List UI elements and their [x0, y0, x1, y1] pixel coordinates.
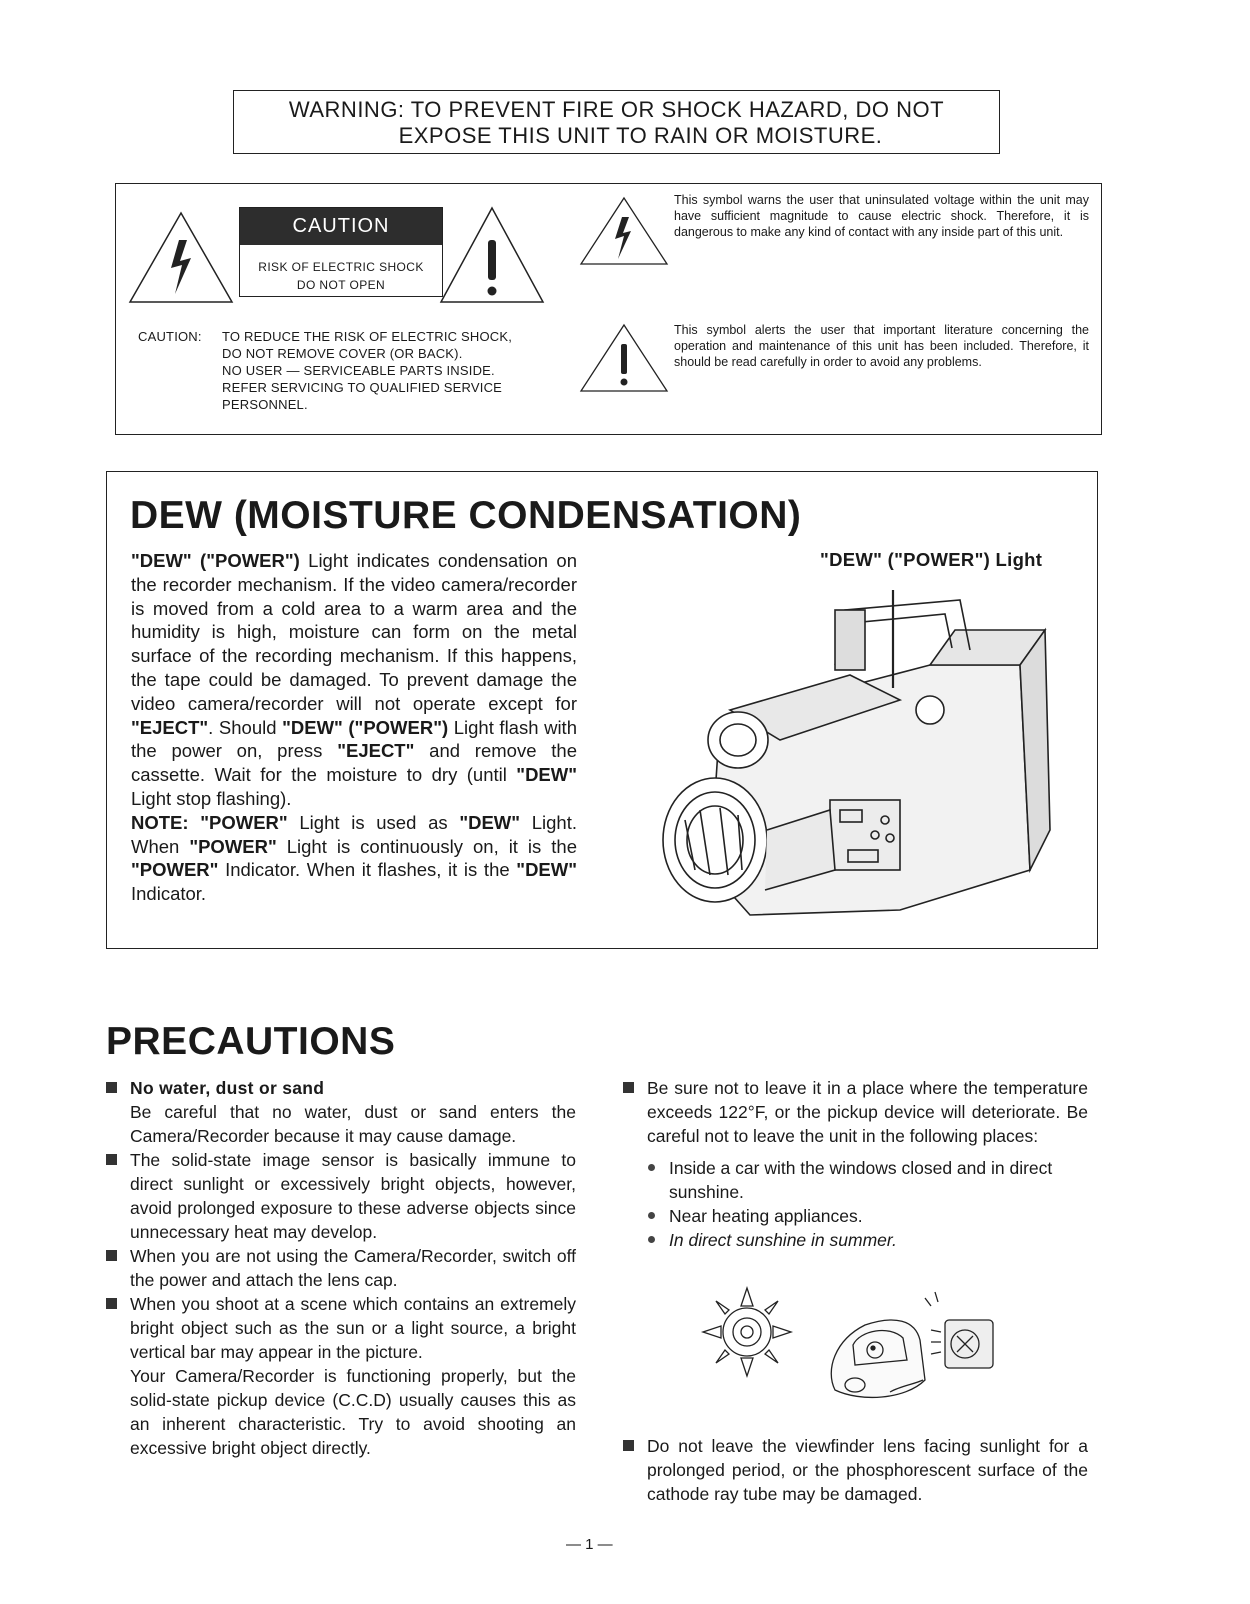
text-run: Light is continuously on, it is the	[276, 835, 577, 857]
text-run: Light is used as	[287, 811, 460, 833]
caution-line: DO NOT REMOVE COVER (OR BACK).	[222, 346, 463, 361]
precaution-item	[623, 1434, 1088, 1506]
caution-line: REFER SERVICING TO QUALIFIED SERVICE	[222, 380, 503, 395]
precautions-left-column	[106, 1076, 576, 1460]
square-bullet-icon	[106, 1154, 117, 1165]
dew-light-caption: "DEW" ("POWER") Light	[820, 549, 1043, 570]
water-heading: No water, dust or sand	[130, 1078, 325, 1098]
square-bullet-icon	[106, 1298, 117, 1309]
bold-term: "DEW" ("POWER")	[282, 716, 449, 738]
precaution-item	[106, 1148, 576, 1244]
precautions-title: PRECAUTIONS	[106, 1020, 396, 1063]
bold-term: "EJECT"	[337, 740, 415, 762]
list-item: Near heating appliances.	[623, 1204, 1088, 1228]
viewfinder-text: Do not leave the viewfinder lens facing sunlight for a prolonged period, or the phosphorescent surface of the cathode ray tube may be damaged.	[647, 1436, 1088, 1504]
bold-term: "POWER"	[189, 835, 277, 857]
caution-line: NO USER — SERVICEABLE PARTS INSIDE.	[222, 363, 495, 378]
caution-line: TO REDUCE THE RISK OF ELECTRIC SHOCK,	[222, 329, 513, 344]
lightning-symbol-icon	[578, 195, 670, 267]
ccd-text: Your Camera/Recorder is functioning properly, but the solid-state pickup device (C.C.D) usually causes this as an inherent characteristic. Try to avoid shooting an excessive bright object directly.	[130, 1366, 576, 1458]
dot-bullet-icon	[648, 1212, 655, 1219]
warning-line-1: WARNING: TO PREVENT FIRE OR SHOCK HAZARD, DO NOT	[288, 97, 945, 122]
text-run: and remove the cassette. Wait for the moisture to dry (until	[131, 740, 577, 786]
text-run: Light. When	[131, 811, 577, 857]
caution-open-text: DO NOT OPEN	[296, 278, 386, 292]
warning-box	[233, 90, 1000, 154]
bold-term: "EJECT"	[131, 716, 209, 738]
camcorder-illustration	[600, 570, 1080, 940]
list-item: In direct sunshine in summer.	[623, 1228, 1088, 1252]
bold-term: "DEW" ("POWER")	[131, 550, 300, 571]
power-text: When you are not using the Camera/Recorder, switch off the power and attach the lens cap.	[130, 1246, 576, 1290]
text-run: . Should	[208, 716, 283, 738]
caution-line: PERSONNEL.	[222, 397, 308, 412]
caution-risk-text: RISK OF ELECTRIC SHOCK	[258, 260, 424, 274]
voltage-symbol-description: This symbol warns the user that uninsulated voltage within the unit may have sufficient magnitude to cause electric shock. Therefore, it is dangerous to make any kind of contact with any inside part of this unit.	[674, 193, 1089, 239]
square-bullet-icon	[106, 1082, 117, 1093]
text-run: Light flash with the power on, press	[131, 716, 577, 762]
water-text: Be careful that no water, dust or sand enters the Camera/Recorder because it may cause damage.	[130, 1102, 576, 1146]
dew-paragraph	[131, 549, 577, 811]
places-list	[623, 1156, 1088, 1252]
square-bullet-icon	[106, 1250, 117, 1261]
precaution-item	[623, 1076, 1088, 1148]
page-number: — 1 —	[566, 1536, 613, 1553]
exclamation-warning-icon	[438, 205, 546, 305]
text-run: Indicator.	[131, 883, 207, 905]
text-run: Light indicates condensation on the recorder mechanism. If the video camera/recorder is moved from a cold area to a warm area and the humidity is high, moisture can form on the metal surface of the recording mechanism. If this happens, the tape could be damaged. To prevent damage the video camera/recorder will not operate except for	[131, 550, 577, 714]
dew-title: DEW (MOISTURE CONDENSATION)	[130, 494, 802, 537]
square-bullet-icon	[623, 1082, 634, 1093]
literature-symbol-description: This symbol alerts the user that important literature concerning the operation and maintenance of this unit has been included. Therefore, it should be read carefully in order to avoid any problems.	[674, 323, 1089, 369]
text-run: Indicator. When it flashes, it is the	[218, 859, 517, 881]
bright-text: When you shoot at a scene which contains an extremely bright object such as the sun or a light source, a bright vertical bar may appear in the picture.	[130, 1294, 576, 1362]
precaution-item	[106, 1244, 576, 1292]
caution-statement-label: CAUTION:	[138, 329, 202, 344]
precaution-item	[106, 1292, 576, 1460]
temperature-text: Be sure not to leave it in a place where the temperature exceeds 122°F, or the pickup device will deteriorate. Be careful not to leave the unit in the following places:	[647, 1078, 1088, 1146]
sun-car-heater-illustration	[695, 1280, 1015, 1410]
bold-term: "DEW"	[516, 764, 577, 786]
precaution-item	[106, 1076, 576, 1148]
lightning-warning-icon	[127, 210, 235, 305]
bold-term: "DEW"	[459, 811, 521, 833]
caution-title: CAUTION	[240, 208, 442, 245]
exclamation-symbol-icon	[578, 322, 670, 394]
square-bullet-icon	[623, 1440, 634, 1451]
dot-bullet-icon	[648, 1164, 655, 1171]
warning-line-2: EXPOSE THIS UNIT TO RAIN OR MOISTURE.	[398, 123, 883, 148]
bold-term: "POWER"	[131, 859, 219, 881]
dew-body	[131, 549, 577, 906]
dew-note	[131, 811, 577, 906]
text-run: Light stop flashing).	[131, 787, 292, 809]
caution-label	[239, 207, 443, 297]
sensor-text: The solid-state image sensor is basically immune to direct sunlight or excessively bright objects, however, avoid prolonged exposure to these adverse objects since unnecessary heat may develop.	[130, 1150, 576, 1242]
bold-term: NOTE: "POWER"	[131, 811, 288, 833]
bold-term: "DEW"	[516, 859, 577, 881]
dot-bullet-icon	[648, 1236, 655, 1243]
list-item: Inside a car with the windows closed and in direct sunshine.	[623, 1156, 1088, 1204]
